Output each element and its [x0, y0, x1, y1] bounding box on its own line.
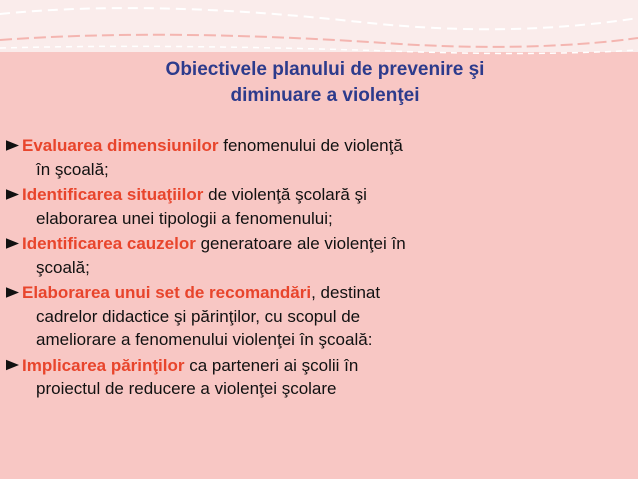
- item-text: fenomenului de violenţă: [218, 136, 403, 155]
- item-keyword: Identificarea situaţiilor: [22, 185, 204, 204]
- item-text: ca parteneri ai şcolii în: [184, 355, 359, 375]
- item-continuation: elaborarea unei tipologii a fenomenului;: [36, 208, 333, 228]
- bullet-arrow-icon: [6, 359, 19, 372]
- bullet-arrow-icon: [6, 188, 19, 201]
- item-text: , destinat: [311, 283, 381, 302]
- title-line-1: Obiectivele planului de prevenire şi: [165, 59, 485, 80]
- item-continuation: şcoală;: [36, 257, 90, 277]
- list-item: [6, 354, 606, 401]
- slide-title: [90, 57, 560, 109]
- title-line-2: diminuare a violenţei: [230, 85, 420, 106]
- bullet-arrow-icon: [6, 286, 19, 299]
- item-text: generatoare ale violenţei în: [195, 234, 406, 253]
- bullet-arrow-icon: [6, 237, 19, 250]
- list-item: [6, 281, 606, 352]
- item-continuation: cadrelor didactice şi părinţilor, cu scopul de: [36, 306, 361, 326]
- bullet-arrow-icon: [6, 139, 19, 152]
- list-item: [6, 183, 606, 230]
- item-keyword: Evaluarea dimensiunilor: [22, 136, 219, 155]
- list-item: [6, 232, 606, 279]
- item-text: de violenţă şcolară şi: [203, 185, 367, 204]
- objectives-list: [6, 134, 606, 403]
- item-keyword: Identificarea cauzelor: [22, 234, 196, 253]
- item-continuation: ameliorare a fenomenului violenţei în şcoală:: [36, 330, 373, 349]
- item-continuation: în şcoală;: [36, 159, 109, 179]
- item-keyword: Implicarea părinţilor: [22, 355, 185, 375]
- list-item: [6, 134, 606, 181]
- item-keyword: Elaborarea unui set de recomandări: [22, 283, 312, 302]
- item-continuation: proiectul de reducere a violenţei şcolare: [36, 379, 337, 398]
